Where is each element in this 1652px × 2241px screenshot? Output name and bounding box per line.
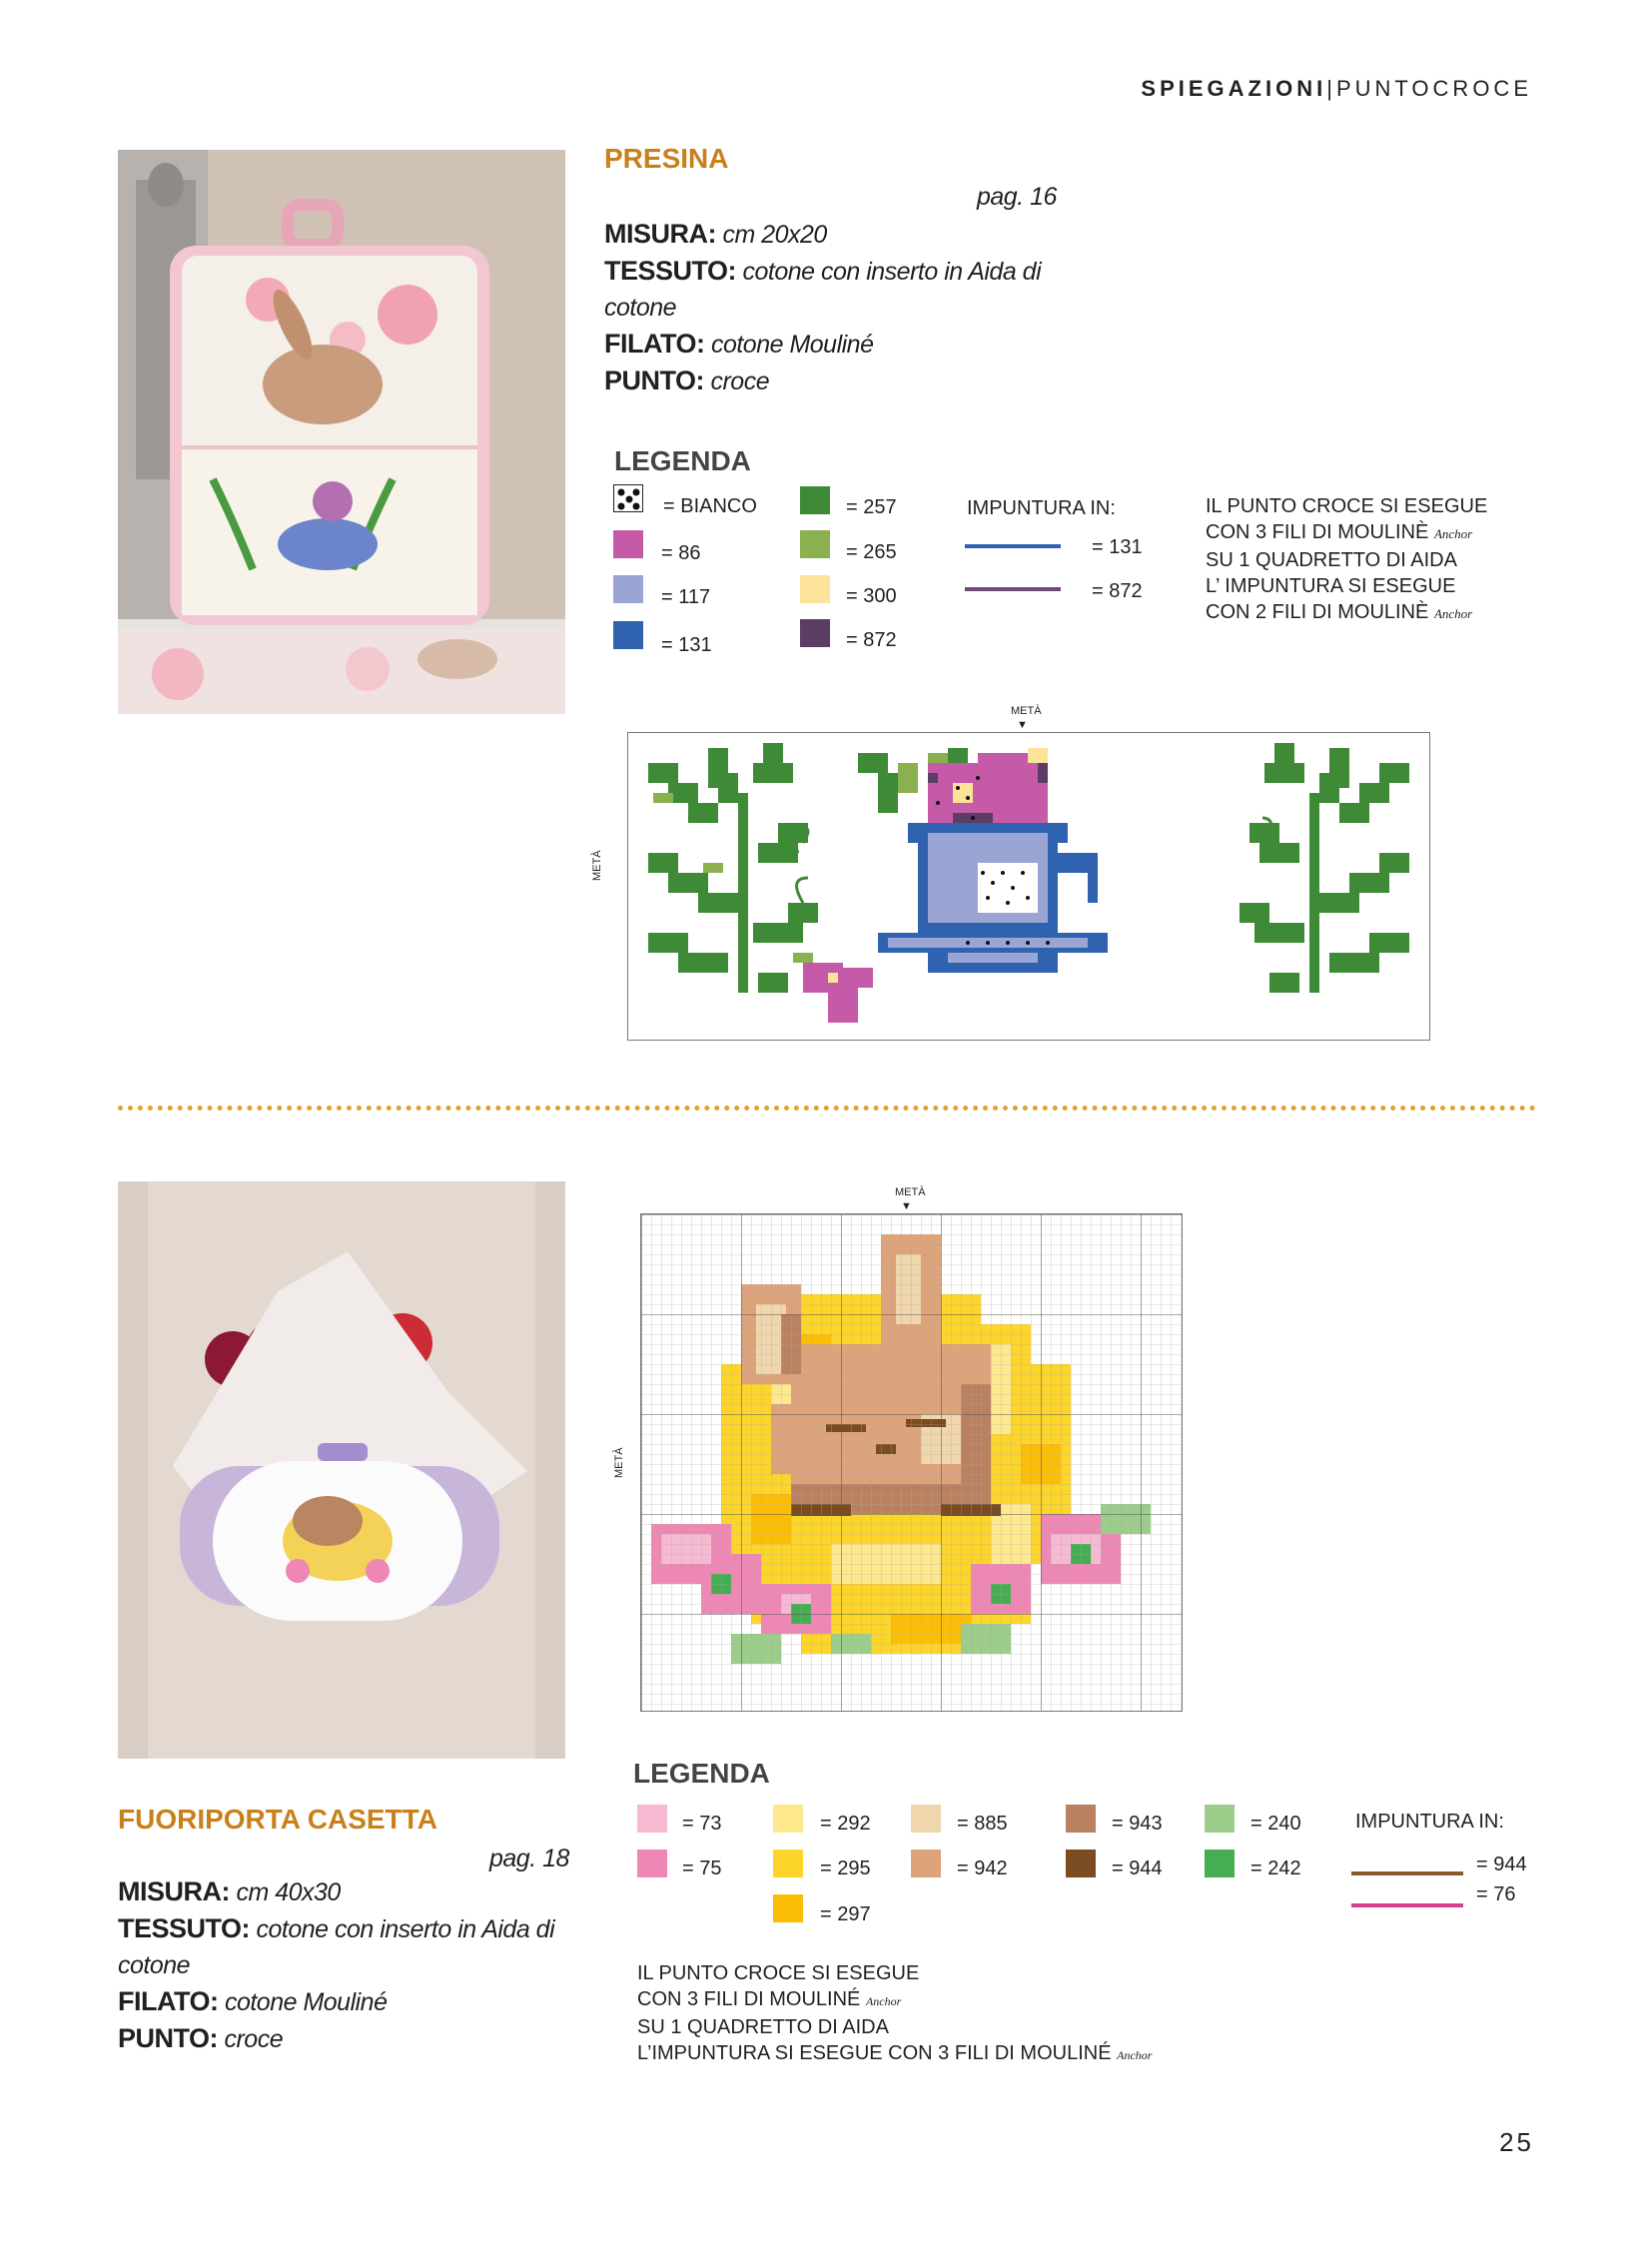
casetta-backstitch-title: IMPUNTURA IN: — [1355, 1811, 1504, 1833]
legend-swatch-885 — [911, 1805, 941, 1833]
legend-label: = 240 — [1250, 1813, 1301, 1835]
casetta-page-ref: pag. 18 — [489, 1845, 569, 1872]
legend-swatch-265 — [800, 530, 830, 558]
backstitch-label: = 872 — [1092, 580, 1143, 602]
legend-label: = 300 — [846, 585, 897, 607]
legend-swatch-257 — [800, 486, 830, 514]
presina-filato: FILATO: cotone Mouliné — [604, 329, 874, 359]
presina-title: PRESINA — [604, 143, 729, 174]
presina-page-ref: pag. 16 — [977, 183, 1057, 211]
casetta-title: FUORIPORTA CASETTA — [118, 1804, 437, 1835]
casetta-misura: MISURA: cm 40x30 — [118, 1876, 341, 1906]
legend-label: = 942 — [957, 1858, 1008, 1879]
casetta-legend-title: LEGENDA — [633, 1758, 770, 1789]
legend-label: = BIANCO — [663, 495, 757, 517]
legend-swatch-bianco — [613, 484, 643, 512]
legend-label: = 73 — [682, 1813, 722, 1835]
backstitch-line-131 — [965, 544, 1061, 548]
legend-label: = 75 — [682, 1858, 722, 1879]
backstitch-label: = 76 — [1476, 1883, 1516, 1905]
presina-specs — [604, 216, 1084, 399]
casetta-cross-stitch-chart — [640, 1213, 1183, 1712]
backstitch-line-944 — [1351, 1871, 1463, 1875]
legend-label: = 885 — [957, 1813, 1008, 1835]
legend-label: = 297 — [820, 1903, 871, 1925]
legend-label: = 86 — [661, 542, 701, 564]
presina-misura: MISURA: cm 20x20 — [604, 219, 827, 249]
legend-swatch-297 — [773, 1894, 803, 1922]
legend-swatch-86 — [613, 530, 643, 558]
anchor-logo: Anchor — [1433, 526, 1473, 541]
backstitch-line-76 — [1351, 1903, 1463, 1907]
header-separator: | — [1326, 76, 1336, 101]
presina-legend-title: LEGENDA — [614, 445, 751, 476]
anchor-logo: Anchor — [1433, 606, 1473, 621]
legend-swatch-75 — [637, 1850, 667, 1877]
casetta-tessuto: TESSUTO: cotone con inserto in Aida di — [118, 1913, 555, 1943]
casetta-meta-side: METÀ — [613, 1447, 625, 1478]
legend-swatch-240 — [1205, 1805, 1235, 1833]
legend-swatch-942 — [911, 1850, 941, 1877]
page-number: 25 — [1499, 2127, 1534, 2157]
legend-label: = 943 — [1112, 1813, 1163, 1835]
presina-tessuto: TESSUTO: cotone con inserto in Aida di — [604, 256, 1042, 286]
legend-label: = 131 — [661, 634, 712, 656]
legend-label: = 944 — [1112, 1858, 1163, 1879]
legend-swatch-300 — [800, 575, 830, 603]
legend-swatch-872 — [800, 619, 830, 647]
presina-tessuto-cont: cotone — [604, 294, 677, 322]
legend-swatch-242 — [1205, 1850, 1235, 1877]
anchor-logo: Anchor — [865, 1994, 902, 2008]
casetta-tessuto-cont: cotone — [118, 1951, 191, 1979]
running-header — [1141, 76, 1532, 102]
legend-swatch-943 — [1066, 1805, 1096, 1833]
header-suffix: PUNTOCROCE — [1335, 76, 1532, 101]
presina-backstitch-title: IMPUNTURA IN: — [967, 497, 1116, 519]
legend-swatch-295 — [773, 1850, 803, 1877]
legend-label: = 872 — [846, 629, 897, 651]
legend-label: = 257 — [846, 496, 897, 518]
legend-label: = 265 — [846, 541, 897, 563]
backstitch-label: = 131 — [1092, 536, 1143, 558]
casetta-meta-top: METÀ — [895, 1186, 926, 1198]
legend-swatch-944 — [1066, 1850, 1096, 1877]
legend-swatch-292 — [773, 1805, 803, 1833]
legend-swatch-117 — [613, 575, 643, 603]
casetta-punto: PUNTO: croce — [118, 2023, 284, 2053]
legend-swatch-131 — [613, 621, 643, 649]
arrow-down-icon: ▼ — [1017, 719, 1028, 731]
casetta-filato: FILATO: cotone Mouliné — [118, 1986, 388, 2016]
arrow-down-icon: ▼ — [901, 1200, 912, 1212]
legend-swatch-73 — [637, 1805, 667, 1833]
presina-punto: PUNTO: croce — [604, 366, 770, 395]
presina-photo — [118, 150, 565, 714]
anchor-logo: Anchor — [1117, 2048, 1153, 2062]
backstitch-label: = 944 — [1476, 1854, 1527, 1875]
casetta-notes: IL PUNTO CROCE SI ESEGUE CON 3 FILI DI MOULINÉ Anchor SU 1 QUADRETTO DI AIDA L’IMPUNTURA SI ESEGUE CON 3 FILI DI MOULINÉ Anchor — [637, 1962, 1153, 2064]
backstitch-line-872 — [965, 587, 1061, 591]
casetta-photo — [118, 1181, 565, 1759]
legend-label: = 292 — [820, 1813, 871, 1835]
header-prefix: SPIEGAZIONI — [1141, 76, 1327, 101]
casetta-specs — [118, 1873, 597, 2057]
presina-meta-top: METÀ — [1011, 705, 1042, 717]
section-divider — [118, 1106, 1536, 1111]
legend-label: = 117 — [661, 586, 711, 608]
legend-label: = 242 — [1250, 1858, 1301, 1879]
presina-meta-side: METÀ — [591, 850, 603, 881]
legend-label: = 295 — [820, 1858, 871, 1879]
presina-notes: IL PUNTO CROCE SI ESEGUE CON 3 FILI DI MOULINÈ Anchor SU 1 QUADRETTO DI AIDA L’ IMPUNTURA SI ESEGUE CON 2 FILI DI MOULINÈ Anchor — [1206, 495, 1488, 623]
presina-cross-stitch-chart — [627, 732, 1430, 1041]
